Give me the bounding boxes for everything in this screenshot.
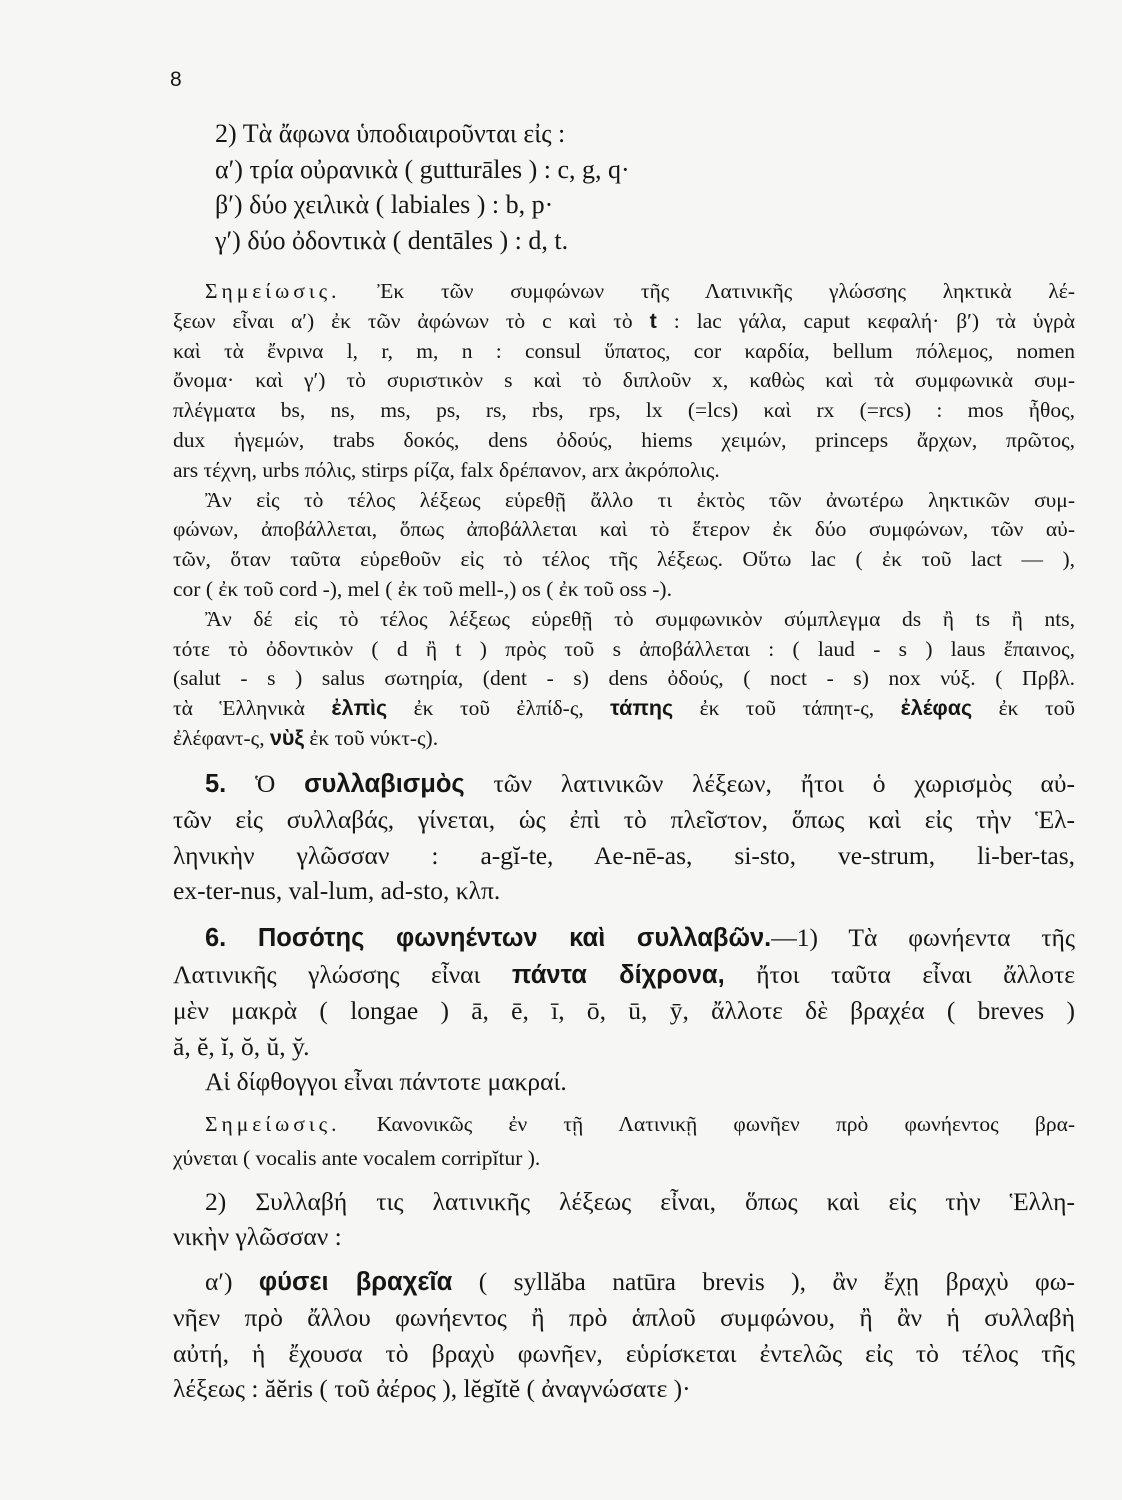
text-line [173, 635, 1075, 665]
text-line [173, 1141, 1075, 1175]
bold-term: φύσει βραχεῖα [258, 1268, 453, 1296]
bold-term: τάπης [610, 696, 674, 721]
text-line [173, 1219, 1075, 1254]
text-line [173, 1029, 1075, 1065]
text-line [173, 1184, 1075, 1219]
text-segment: ex-ter-nus, val-lum, ad-sto, κλπ. [173, 875, 501, 905]
short-syllable-paragraph [173, 1264, 1075, 1406]
text-line [173, 396, 1075, 426]
text-segment: ξεων εἶναι α′) ἐκ τῶν ἀφώνων τὸ c καὶ τὸ [173, 308, 650, 333]
text-segment: ἐκ τοῦ [972, 696, 1075, 721]
text-line [173, 957, 1075, 994]
text-line [173, 802, 1075, 837]
text-line [173, 1107, 1075, 1141]
text-segment: ὄνομα· καὶ γ′) τὸ συριστικὸν s καὶ τὸ διπλοῦν x, καθὼς καὶ τὰ συμφωνικὰ συμ- [173, 368, 1075, 393]
text-segment: Ὁ [226, 769, 305, 798]
text-segment: β′) δύο χειλικὰ ( labiales ) : b, p· [215, 190, 554, 219]
text-line [173, 1300, 1075, 1335]
section-6-quantity [173, 920, 1075, 1100]
text-segment: Ἂν δέ εἰς τὸ τέλος λέξεως εὑρεθῇ τὸ συμφωνικὸν σύμπλεγμα ds ἢ ts ἢ nts, [205, 606, 1075, 631]
text-line [173, 307, 1075, 337]
text-segment: —1) Τὰ φωνήεντα τῆς [771, 923, 1075, 952]
text-line [173, 724, 1075, 754]
section-5-syllabification [173, 766, 1075, 908]
text-segment: ἐκ τοῦ ἐλπίδ-ς, [387, 696, 611, 721]
bold-term: 6. Ποσότης φωνηέντων καὶ συλλαβῶν. [205, 924, 772, 952]
text-segment: νῆεν πρὸ ἄλλου φωνήεντος ἢ πρὸ ἁπλοῦ συμφώνου, ἢ ἂν ἡ συλλαβὴ [173, 1303, 1075, 1333]
text-line [173, 515, 1075, 545]
text-line [173, 545, 1075, 575]
bold-term: t [649, 308, 657, 333]
text-line [173, 993, 1075, 1029]
note-vowel-before-vowel [173, 1107, 1075, 1175]
page-number: 8 [170, 68, 182, 91]
text-line [173, 366, 1075, 396]
text-segment: dux ἡγεμών, trabs δοκός, dens ὀδούς, hiems χειμών, princeps ἄρχων, πρῶτος, [173, 427, 1075, 452]
text-segment: α′) τρία οὐρανικὰ ( gutturāles ) : c, g, q· [215, 154, 630, 184]
text-segment: Κανονικῶς ἐν τῇ Λατινικῇ φωνῆεν πρὸ φωνήεντος βρα- [340, 1112, 1075, 1136]
text-line [215, 223, 915, 259]
text-segment: τῶν, ὅταν ταῦτα εὑρεθοῦν εἰς τὸ τέλος τῆς λέξεως. Οὕτω lac ( ἐκ τοῦ lact — ), [173, 547, 1075, 572]
text-segment: α′) [205, 1267, 259, 1296]
text-line [173, 1336, 1075, 1371]
text-segment: καὶ τὰ ἔνρινα l, r, m, n : consul ὕπατος, cor καρδία, bellum πόλεμος, nomen [173, 338, 1075, 363]
text-segment: χύνεται ( vocalis ante vocalem corripĭtur ). [173, 1146, 541, 1170]
text-segment: ληνικὴν γλῶσσαν : a-gĭ-te, Ae-nē-as, si-sto, ve-strum, li-ber-tas, [173, 840, 1075, 870]
bold-term: ἐλπὶς [331, 696, 388, 721]
text-segment: Ἂν εἰς τὸ τέλος λέξεως εὑρεθῇ ἄλλο τι ἐκτὸς τῶν ἀνωτέρω ληκτικῶν συμ- [205, 487, 1075, 512]
bold-term: 5. [205, 770, 227, 798]
text-segment: ars τέχνη, urbs πόλις, stirps ρίζα, falx δρέπανον, arx ἀκρόπολις. [173, 457, 720, 482]
text-segment: τῶν λατινικῶν λέξεων, ἤτοι ὁ χωρισμὸς αὐ- [464, 769, 1075, 798]
text-segment: τὰ Ἑλληνικὰ [173, 696, 332, 721]
text-segment: ă, ĕ, ĭ, ŏ, ŭ, y̆. [173, 1031, 310, 1061]
note-label: Σημείωσις. [205, 1112, 341, 1136]
text-line [215, 152, 915, 188]
text-segment: 2) Συλλαβή τις λατινικῆς λέξεως εἶναι, ὅπως καὶ εἰς τὴν Ἑλλη- [205, 1187, 1075, 1216]
text-line [173, 575, 1075, 605]
text-segment: νικὴν γλῶσσαν : [173, 1222, 342, 1252]
text-segment: cor ( ἐκ τοῦ cord -), mel ( ἐκ τοῦ mell-,) os ( ἐκ τοῦ oss -). [173, 576, 672, 601]
text-segment: Λατινικῆς γλώσσης εἶναι [173, 959, 512, 989]
text-segment: (salut - s ) salus σωτηρία, (dent - s) dens ὀδούς, ( noct - s) nox νύξ. ( Πρβλ. [173, 666, 1075, 691]
bold-term: νὺξ [269, 725, 304, 750]
text-line [173, 838, 1075, 873]
text-segment: ( syllăba natūra brevis ), ἂν ἔχῃ βραχὺ φω- [452, 1267, 1075, 1296]
text-segment: 2) Τὰ ἄφωνα ὑποδιαιροῦνται εἰς : [215, 119, 566, 148]
text-line [173, 456, 1075, 486]
text-segment: ἐλέφαντ-ς, [173, 725, 270, 750]
text-segment: Αἱ δίφθογγοι εἶναι πάντοτε μακραί. [205, 1067, 567, 1096]
text-segment: λέξεως : ăĕris ( τοῦ ἀέρος ), lĕgĭtĕ ( ἀναγνώσατε )· [173, 1373, 691, 1403]
bold-term: συλλαβισμὸς [304, 770, 465, 798]
note-final-consonants [173, 277, 1075, 754]
bold-term: ἐλέφας [900, 696, 973, 721]
text-line [173, 277, 1075, 307]
consonant-classes-list [215, 116, 915, 258]
text-line [215, 116, 915, 152]
text-line [173, 766, 1075, 802]
text-line [173, 486, 1075, 516]
text-line [215, 187, 915, 223]
text-segment: μὲν μακρὰ ( longae ) ā, ē, ī, ō, ū, ȳ, ἄλλοτε δὲ βραχέα ( breves ) [173, 996, 1075, 1025]
text-line [173, 664, 1075, 694]
text-segment: Ἐκ τῶν συμφώνων τῆς Λατινικῆς γλώσσης ληκτικὰ λέ- [340, 279, 1075, 303]
text-segment: φώνων, ἀποβάλλεται, ὅπως ἀποβάλλεται καὶ τὸ ἕτερον ἐκ δύο συμφώνων, τῶν αὐ- [173, 517, 1075, 542]
text-line [173, 426, 1075, 456]
text-line [173, 1264, 1075, 1300]
text-segment: ἤτοι ταῦτα εἶναι ἄλλοτε [724, 959, 1075, 989]
text-segment: γ′) δύο ὀδοντικὰ ( dentāles ) : d, t. [215, 225, 569, 255]
text-line [173, 337, 1075, 367]
text-segment: αὐτή, ἡ ἔχουσα τὸ βραχὺ φωνῆεν, εὑρίσκεται ἐντελῶς εἰς τὸ τέλος τῆς [173, 1338, 1075, 1368]
text-segment: πλέγματα bs, ns, ms, ps, rs, rbs, rps, lx (=lcs) καὶ rx (=rcs) : mos ἦθος, [173, 398, 1075, 423]
note-label: Σημείωσις. [205, 279, 341, 303]
text-segment: ἐκ τοῦ τάπητ-ς, [673, 696, 901, 721]
text-line [173, 920, 1075, 957]
text-line [173, 1064, 1075, 1100]
syllable-intro-paragraph [173, 1184, 1075, 1255]
text-segment: τότε τὸ ὀδοντικὸν ( d ἢ t ) πρὸς τοῦ s ἀποβάλλεται : ( laud - s ) laus ἔπαινος, [173, 636, 1075, 661]
text-line [173, 873, 1075, 908]
text-line [173, 694, 1075, 724]
text-line [173, 605, 1075, 635]
text-segment: ἐκ τοῦ νύκτ-ς). [304, 725, 439, 750]
text-line [173, 1371, 1075, 1406]
text-segment: τῶν εἰς συλλαβάς, γίνεται, ὡς ἐπὶ τὸ πλεῖστον, ὅπως καὶ εἰς τὴν Ἑλ- [173, 805, 1075, 835]
bold-term: πάντα δίχρονα, [511, 960, 725, 989]
text-segment: : lac γάλα, caput κεφαλή· β′) τὰ ὑγρὰ [656, 308, 1075, 333]
